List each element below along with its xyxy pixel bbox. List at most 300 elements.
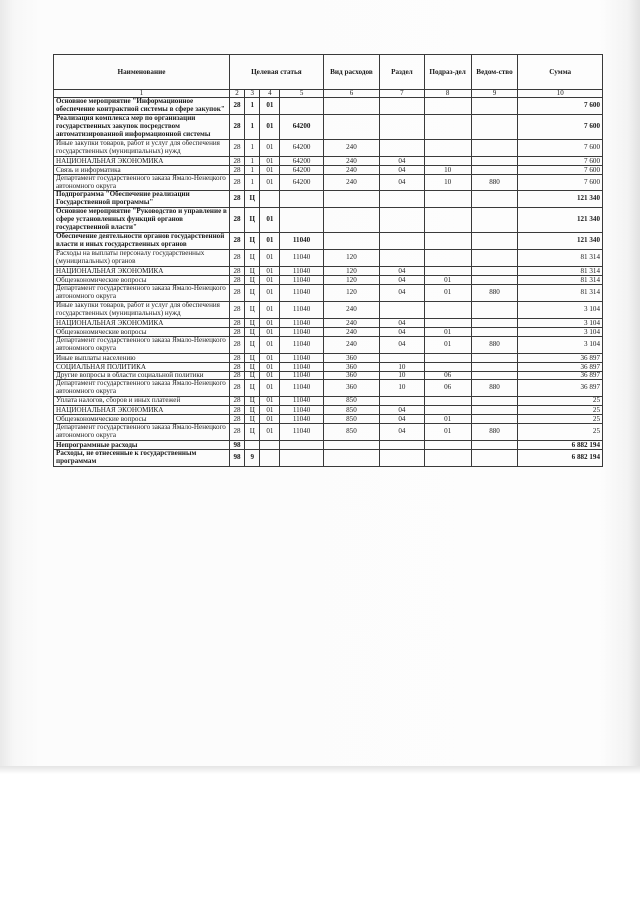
expense-type: 360 <box>323 353 379 362</box>
subsection <box>424 362 471 371</box>
subsection: 01 <box>424 424 471 441</box>
department <box>471 327 518 336</box>
table-row <box>54 233 603 250</box>
target-code-3: 01 <box>260 284 280 301</box>
subsection <box>424 397 471 406</box>
target-code-4: 64200 <box>280 139 323 156</box>
target-code-1: 28 <box>229 275 244 284</box>
target-code-2 <box>245 441 260 450</box>
subsection <box>424 156 471 165</box>
sum: 121 340 <box>518 233 603 250</box>
target-code-3: 01 <box>260 266 280 275</box>
target-code-2: Ц <box>245 397 260 406</box>
section <box>380 114 425 139</box>
section <box>380 208 425 233</box>
row-name: Общеэкономические вопросы <box>54 327 230 336</box>
department <box>471 266 518 275</box>
department: 880 <box>471 424 518 441</box>
department <box>471 233 518 250</box>
section: 04 <box>380 318 425 327</box>
expense-type: 120 <box>323 284 379 301</box>
sum: 6 882 194 <box>518 450 603 467</box>
target-code-4: 11040 <box>280 362 323 371</box>
col-number: 5 <box>280 90 323 98</box>
subsection <box>424 98 471 115</box>
target-code-1: 98 <box>229 450 244 467</box>
target-code-3: 01 <box>260 165 280 174</box>
target-code-2: 9 <box>245 450 260 467</box>
section: 10 <box>380 362 425 371</box>
target-code-4: 11040 <box>280 397 323 406</box>
section <box>380 301 425 318</box>
expense-type: 360 <box>323 371 379 380</box>
sum: 121 340 <box>518 191 603 208</box>
row-name: Реализация комплекса мер по организации государственных закупок посредством автоматизированной информационной системы <box>54 114 230 139</box>
section: 04 <box>380 156 425 165</box>
department: 880 <box>471 284 518 301</box>
subsection <box>424 450 471 467</box>
sum: 7 600 <box>518 139 603 156</box>
target-code-3: 01 <box>260 156 280 165</box>
sum: 6 882 194 <box>518 441 603 450</box>
target-code-2: 1 <box>245 156 260 165</box>
col-number: 10 <box>518 90 603 98</box>
table-row <box>54 266 603 275</box>
target-code-4: 11040 <box>280 371 323 380</box>
table-row <box>54 327 603 336</box>
department <box>471 208 518 233</box>
subsection <box>424 191 471 208</box>
row-name: Департамент государственного заказа Ямало-Ненецкого автономного округа <box>54 174 230 191</box>
table-row <box>54 208 603 233</box>
expense-type: 240 <box>323 174 379 191</box>
sum: 25 <box>518 424 603 441</box>
target-code-1: 28 <box>229 406 244 415</box>
target-code-4: 11040 <box>280 336 323 353</box>
expense-type: 120 <box>323 275 379 284</box>
expense-type <box>323 191 379 208</box>
expense-type: 850 <box>323 406 379 415</box>
table-row <box>54 441 603 450</box>
sum: 3 104 <box>518 327 603 336</box>
row-name: Подпрограмма "Обеспечение реализации Государственной программы" <box>54 191 230 208</box>
header-sum: Сумма <box>518 55 603 90</box>
table-row <box>54 301 603 318</box>
col-number: 2 <box>229 90 244 98</box>
table-row <box>54 318 603 327</box>
target-code-3: 01 <box>260 114 280 139</box>
target-code-1: 28 <box>229 301 244 318</box>
target-code-1: 28 <box>229 250 244 267</box>
department <box>471 397 518 406</box>
target-code-3: 01 <box>260 380 280 397</box>
table-row <box>54 371 603 380</box>
target-code-1: 28 <box>229 336 244 353</box>
expense-type: 240 <box>323 165 379 174</box>
sum: 81 314 <box>518 250 603 267</box>
department <box>471 191 518 208</box>
target-code-1: 28 <box>229 191 244 208</box>
target-code-1: 28 <box>229 98 244 115</box>
target-code-4: 64200 <box>280 156 323 165</box>
target-code-2: Ц <box>245 424 260 441</box>
target-code-4: 11040 <box>280 233 323 250</box>
row-name: Расходы на выплаты персоналу государственных (муниципальных) органов <box>54 250 230 267</box>
expense-type: 120 <box>323 266 379 275</box>
target-code-3 <box>260 441 280 450</box>
section: 04 <box>380 275 425 284</box>
department <box>471 406 518 415</box>
row-name: Иные закупки товаров, работ и услуг для обеспечения государственных (муниципальных) нужд <box>54 301 230 318</box>
department: 880 <box>471 336 518 353</box>
target-code-3: 01 <box>260 208 280 233</box>
target-code-2: Ц <box>245 318 260 327</box>
target-code-3: 01 <box>260 275 280 284</box>
target-code-4 <box>280 450 323 467</box>
section: 10 <box>380 371 425 380</box>
subsection: 01 <box>424 415 471 424</box>
target-code-3: 01 <box>260 353 280 362</box>
expense-type <box>323 114 379 139</box>
target-code-3: 01 <box>260 362 280 371</box>
row-name: НАЦИОНАЛЬНАЯ ЭКОНОМИКА <box>54 156 230 165</box>
target-code-1: 28 <box>229 139 244 156</box>
sum: 81 314 <box>518 266 603 275</box>
target-code-1: 28 <box>229 266 244 275</box>
row-name: Основное мероприятие "Информационное обеспечение контрактной системы в сфере закупок" <box>54 98 230 115</box>
subsection <box>424 266 471 275</box>
target-code-4 <box>280 98 323 115</box>
section: 10 <box>380 380 425 397</box>
expense-type: 240 <box>323 139 379 156</box>
section: 04 <box>380 327 425 336</box>
expense-type: 120 <box>323 250 379 267</box>
target-code-2: Ц <box>245 301 260 318</box>
department <box>471 318 518 327</box>
target-code-1: 28 <box>229 156 244 165</box>
subsection: 01 <box>424 336 471 353</box>
row-name: Департамент государственного заказа Ямало-Ненецкого автономного округа <box>54 424 230 441</box>
subsection <box>424 301 471 318</box>
target-code-4: 11040 <box>280 353 323 362</box>
col-number: 3 <box>245 90 260 98</box>
target-code-3: 01 <box>260 424 280 441</box>
header-target-article: Целевая статья <box>229 55 323 90</box>
section: 04 <box>380 415 425 424</box>
header-subsection: Подраз-дел <box>424 55 471 90</box>
target-code-4: 11040 <box>280 424 323 441</box>
target-code-3: 01 <box>260 301 280 318</box>
subsection: 01 <box>424 275 471 284</box>
target-code-4 <box>280 441 323 450</box>
target-code-3: 01 <box>260 397 280 406</box>
department <box>471 114 518 139</box>
table-row <box>54 406 603 415</box>
table-row <box>54 114 603 139</box>
sum: 7 600 <box>518 98 603 115</box>
target-code-4: 11040 <box>280 266 323 275</box>
department <box>471 441 518 450</box>
section <box>380 441 425 450</box>
target-code-1: 28 <box>229 424 244 441</box>
header-name: Наименование <box>54 55 230 90</box>
target-code-2: Ц <box>245 275 260 284</box>
target-code-3 <box>260 450 280 467</box>
target-code-1: 28 <box>229 174 244 191</box>
row-name: НАЦИОНАЛЬНАЯ ЭКОНОМИКА <box>54 318 230 327</box>
target-code-3: 01 <box>260 139 280 156</box>
target-code-1: 28 <box>229 371 244 380</box>
sum: 36 897 <box>518 380 603 397</box>
expense-type: 240 <box>323 301 379 318</box>
target-code-4 <box>280 191 323 208</box>
target-code-4: 11040 <box>280 415 323 424</box>
table-row <box>54 156 603 165</box>
table-row <box>54 397 603 406</box>
expense-type <box>323 441 379 450</box>
department: 880 <box>471 380 518 397</box>
target-code-2: Ц <box>245 362 260 371</box>
target-code-4 <box>280 208 323 233</box>
table-row <box>54 424 603 441</box>
expense-type: 850 <box>323 415 379 424</box>
department <box>471 165 518 174</box>
budget-table <box>53 54 603 467</box>
header-section: Раздел <box>380 55 425 90</box>
section: 04 <box>380 336 425 353</box>
target-code-2: Ц <box>245 327 260 336</box>
subsection: 01 <box>424 327 471 336</box>
subsection <box>424 353 471 362</box>
col-number: 1 <box>54 90 230 98</box>
table-row <box>54 191 603 208</box>
target-code-1: 98 <box>229 441 244 450</box>
target-code-2: Ц <box>245 233 260 250</box>
col-number: 4 <box>260 90 280 98</box>
target-code-4: 64200 <box>280 114 323 139</box>
sum: 25 <box>518 415 603 424</box>
sum: 25 <box>518 397 603 406</box>
sum: 36 897 <box>518 362 603 371</box>
target-code-4: 11040 <box>280 406 323 415</box>
subsection: 10 <box>424 165 471 174</box>
target-code-4: 11040 <box>280 250 323 267</box>
sum: 121 340 <box>518 208 603 233</box>
section <box>380 450 425 467</box>
table-row <box>54 415 603 424</box>
row-name: НАЦИОНАЛЬНАЯ ЭКОНОМИКА <box>54 266 230 275</box>
subsection <box>424 233 471 250</box>
target-code-4: 64200 <box>280 165 323 174</box>
expense-type <box>323 450 379 467</box>
table-row <box>54 275 603 284</box>
subsection: 06 <box>424 380 471 397</box>
section <box>380 98 425 115</box>
header-row <box>54 55 603 90</box>
target-code-1: 28 <box>229 362 244 371</box>
expense-type: 240 <box>323 156 379 165</box>
target-code-2: Ц <box>245 191 260 208</box>
sum: 36 897 <box>518 371 603 380</box>
target-code-1: 28 <box>229 397 244 406</box>
target-code-4: 64200 <box>280 174 323 191</box>
target-code-3: 01 <box>260 327 280 336</box>
section: 04 <box>380 284 425 301</box>
col-number: 9 <box>471 90 518 98</box>
target-code-1: 28 <box>229 165 244 174</box>
target-code-3: 01 <box>260 318 280 327</box>
department <box>471 362 518 371</box>
sum: 7 600 <box>518 165 603 174</box>
row-name: СОЦИАЛЬНАЯ ПОЛИТИКА <box>54 362 230 371</box>
target-code-2: Ц <box>245 208 260 233</box>
target-code-1: 28 <box>229 208 244 233</box>
row-name: Обеспечение деятельности органов государственной власти и иных государственных органов <box>54 233 230 250</box>
target-code-3: 01 <box>260 406 280 415</box>
target-code-2: Ц <box>245 371 260 380</box>
target-code-4: 11040 <box>280 380 323 397</box>
sum: 7 600 <box>518 174 603 191</box>
header-department: Ведом-ство <box>471 55 518 90</box>
section <box>380 191 425 208</box>
target-code-2: 1 <box>245 98 260 115</box>
section: 04 <box>380 174 425 191</box>
expense-type: 240 <box>323 318 379 327</box>
sum: 36 897 <box>518 353 603 362</box>
expense-type: 240 <box>323 336 379 353</box>
table-row <box>54 380 603 397</box>
section: 04 <box>380 165 425 174</box>
table-row <box>54 98 603 115</box>
sum: 3 104 <box>518 336 603 353</box>
target-code-2: Ц <box>245 415 260 424</box>
target-code-3: 01 <box>260 371 280 380</box>
target-code-1: 28 <box>229 353 244 362</box>
table-row <box>54 362 603 371</box>
section <box>380 353 425 362</box>
department <box>471 450 518 467</box>
target-code-3: 01 <box>260 415 280 424</box>
row-name: Департамент государственного заказа Ямало-Ненецкого автономного округа <box>54 380 230 397</box>
sum: 25 <box>518 406 603 415</box>
expense-type <box>323 233 379 250</box>
subsection <box>424 406 471 415</box>
target-code-3 <box>260 191 280 208</box>
subsection <box>424 441 471 450</box>
target-code-2: Ц <box>245 250 260 267</box>
subsection <box>424 318 471 327</box>
col-number: 8 <box>424 90 471 98</box>
target-code-3: 01 <box>260 174 280 191</box>
subsection <box>424 208 471 233</box>
department <box>471 371 518 380</box>
target-code-2: 1 <box>245 139 260 156</box>
table-row <box>54 139 603 156</box>
target-code-2: Ц <box>245 406 260 415</box>
target-code-3: 01 <box>260 250 280 267</box>
row-name: Иные выплаты населению <box>54 353 230 362</box>
target-code-2: Ц <box>245 353 260 362</box>
row-name: Общеэкономические вопросы <box>54 415 230 424</box>
sum: 3 104 <box>518 318 603 327</box>
row-name: Другие вопросы в области социальной политики <box>54 371 230 380</box>
expense-type: 850 <box>323 424 379 441</box>
target-code-1: 28 <box>229 318 244 327</box>
row-name: Иные закупки товаров, работ и услуг для обеспечения государственных (муниципальных) нужд <box>54 139 230 156</box>
target-code-4: 11040 <box>280 327 323 336</box>
department <box>471 301 518 318</box>
expense-type <box>323 98 379 115</box>
section <box>380 233 425 250</box>
sum: 81 314 <box>518 284 603 301</box>
subsection: 06 <box>424 371 471 380</box>
subsection <box>424 139 471 156</box>
table-row <box>54 174 603 191</box>
expense-type: 240 <box>323 327 379 336</box>
section <box>380 250 425 267</box>
target-code-4: 11040 <box>280 301 323 318</box>
sum: 7 600 <box>518 114 603 139</box>
department <box>471 139 518 156</box>
target-code-4: 11040 <box>280 275 323 284</box>
subsection: 10 <box>424 174 471 191</box>
target-code-1: 28 <box>229 284 244 301</box>
target-code-3: 01 <box>260 336 280 353</box>
row-name: Общеэкономические вопросы <box>54 275 230 284</box>
department <box>471 156 518 165</box>
sum: 7 600 <box>518 156 603 165</box>
row-name: Департамент государственного заказа Ямало-Ненецкого автономного округа <box>54 284 230 301</box>
table-row <box>54 165 603 174</box>
target-code-1: 28 <box>229 327 244 336</box>
section: 04 <box>380 406 425 415</box>
target-code-4: 11040 <box>280 284 323 301</box>
section <box>380 139 425 156</box>
target-code-1: 28 <box>229 415 244 424</box>
table-row <box>54 450 603 467</box>
table-row <box>54 336 603 353</box>
row-name: Расходы, не отнесенные к государственным программам <box>54 450 230 467</box>
department: 880 <box>471 174 518 191</box>
expense-type: 360 <box>323 380 379 397</box>
page-bottom-edge <box>0 766 640 774</box>
department <box>471 250 518 267</box>
target-code-2: 1 <box>245 114 260 139</box>
target-code-3: 01 <box>260 233 280 250</box>
target-code-3: 01 <box>260 98 280 115</box>
column-number-row <box>54 90 603 98</box>
row-name: Непрограммные расходы <box>54 441 230 450</box>
table-row <box>54 284 603 301</box>
target-code-2: Ц <box>245 336 260 353</box>
department <box>471 415 518 424</box>
row-name: НАЦИОНАЛЬНАЯ ЭКОНОМИКА <box>54 406 230 415</box>
row-name: Связь и информатика <box>54 165 230 174</box>
table-row <box>54 250 603 267</box>
col-number: 6 <box>323 90 379 98</box>
target-code-1: 28 <box>229 380 244 397</box>
row-name: Основное мероприятие "Руководство и управление в сфере установленных функций органов государственной власти" <box>54 208 230 233</box>
row-name: Департамент государственного заказа Ямало-Ненецкого автономного округа <box>54 336 230 353</box>
expense-type: 360 <box>323 362 379 371</box>
target-code-2: Ц <box>245 266 260 275</box>
department <box>471 275 518 284</box>
target-code-2: Ц <box>245 380 260 397</box>
sum: 3 104 <box>518 301 603 318</box>
expense-type: 850 <box>323 397 379 406</box>
header-expense-type: Вид расходов <box>323 55 379 90</box>
col-number: 7 <box>380 90 425 98</box>
